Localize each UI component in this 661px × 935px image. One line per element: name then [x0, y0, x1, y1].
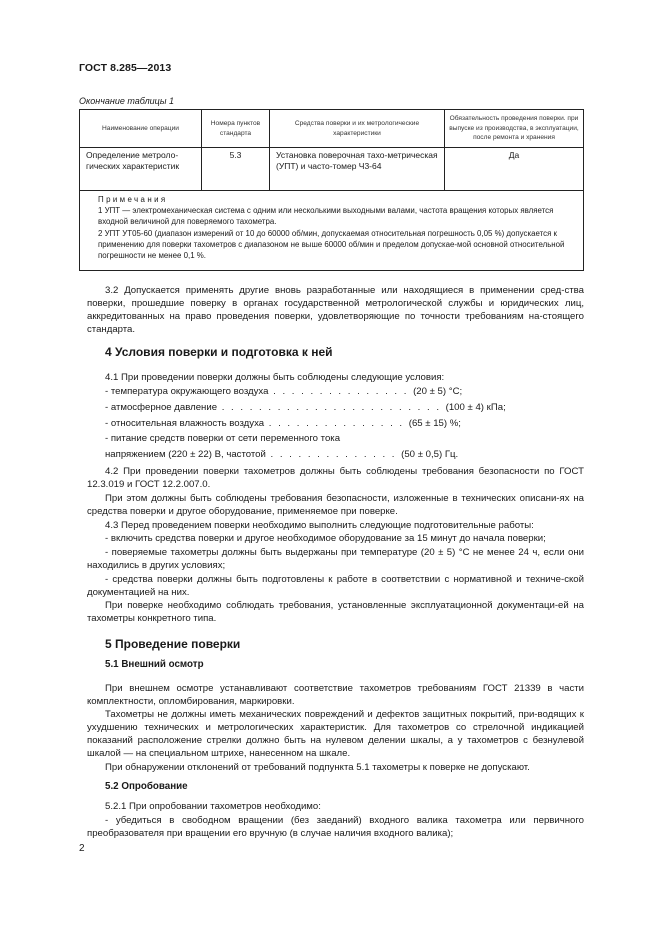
paragraph-3-2: 3.2 Допускается применять другие вновь разработанные или находящиеся в применении сред-ства поверки, прошедшие поверку в органах государственной метрологической службы и юридических лиц, аккредитованных на право проведения поверки, удовлетворяющие по точности требованиям на-стоящего стандарта. [87, 285, 584, 336]
condition-pressure [105, 402, 506, 413]
condition-temperature [105, 386, 462, 397]
paragraph-4-3-d: При поверке необходимо соблюдать требования, установленные эксплуатационной документаци-ей на тахометры конкретного типа. [87, 600, 584, 625]
section-5-title: 5 Проведение поверки [105, 637, 241, 651]
table-notes [80, 191, 584, 271]
paragraph-4-3: 4.3 Перед проведением поверки необходимо выполнить следующие подготовительные работы: [105, 520, 534, 531]
cell-means: Установка поверочная тахо-метрическая (УПТ) и часто-томер Ч3-64 [270, 148, 445, 191]
paragraph-5-1-b: Тахометры не должны иметь механических повреждений и дефектов защитных покрытий, при-водящих к ухудшению технических и метрологических характеристик. Для тахометров со стрелочной индикацией показаний расположение стрелки должно быть на нулевом делении шкалы, а у тахометров с безнулевой шкалой — на специальном штрихе, нанесенном на шкале. [87, 709, 584, 760]
note-1: 1 УПТ — электромеханическая система с одним или несколькими выходными валами, частота вращения которых является входной величиной для поверяемого тахометра. [98, 206, 554, 227]
verification-table [79, 109, 584, 271]
condition-humidity [105, 418, 461, 429]
section-4-title: 4 Условия поверки и подготовка к ней [105, 345, 333, 359]
column-header-means: Средства поверки и их метрологические характеристики [270, 110, 445, 148]
column-header-operation: Наименование операции [80, 110, 202, 148]
dot-leader: . . . . . . . . . . . . . . [265, 449, 402, 460]
table-caption: Окончание таблицы 1 [79, 96, 174, 106]
cell-mandatory: Да [445, 148, 584, 191]
table-row [80, 148, 584, 191]
dot-leader: . . . . . . . . . . . . . . . [264, 418, 409, 429]
subsection-5-1-title: 5.1 Внешний осмотр [105, 659, 204, 670]
table-notes-row [80, 191, 584, 271]
condition-temperature-value: (20 ± 5) °С; [413, 386, 463, 397]
condition-pressure-value: (100 ± 4) кПа; [445, 402, 506, 413]
document-header: ГОСТ 8.285—2013 [79, 62, 172, 74]
paragraph-5-2-1-a: - убедиться в свободном вращении (без заеданий) входного валика тахометра или первичного преобразователя при вращении его вручную (в случае наличия входного валика); [87, 815, 584, 840]
condition-temperature-label: - температура окружающего воздуха [105, 386, 269, 397]
paragraph-4-1: 4.1 При проведении поверки должны быть соблюдены следующие условия: [105, 372, 445, 383]
paragraph-5-1-c: При обнаружении отклонений от требований подпункта 5.1 тахометры к поверке не допускают. [105, 762, 530, 773]
page-number: 2 [79, 843, 85, 854]
subsection-5-2-title: 5.2 Опробование [105, 781, 188, 792]
condition-humidity-value: (65 ± 15) %; [408, 418, 461, 429]
notes-title: Примечания [98, 195, 168, 204]
table-header-row [80, 110, 584, 148]
column-header-mandatory: Обязательность проведения поверки. при выпуске из производства, в эксплуатации, после ремонта и хранения [445, 110, 584, 148]
column-header-clause: Номера пунктов стандарта [202, 110, 270, 148]
paragraph-4-2: 4.2 При проведении поверки тахометров должны быть соблюдены требования безопасности по ГОСТ 12.3.019 и ГОСТ 12.2.007.0. [87, 466, 584, 491]
paragraph-5-2-1: 5.2.1 При опробовании тахометров необходимо: [105, 801, 321, 812]
paragraph-4-3-c: - средства поверки должны быть подготовлены к работе в соответствии с нормативной и техниче-ской документацией на них. [87, 574, 584, 599]
condition-power-voltage [105, 449, 458, 460]
cell-operation: Определение метроло-гических характеристик [80, 148, 202, 191]
condition-power: - питание средств поверки от сети переменного тока [105, 433, 341, 444]
condition-humidity-label: - относительная влажность воздуха [105, 418, 265, 429]
condition-power-value: (50 ± 0,5) Гц. [401, 449, 459, 460]
condition-power-sub: напряжением (220 ± 22) В, частотой [105, 449, 266, 460]
note-2: 2 УПТ УТ05-60 (диапазон измерений от 10 до 60000 об/мин, допускаемая относительная погрешность 0,05 %) допускается к применению для поверки тахометров с диапазоном не выше 60000 об/мин и пределом допускае-мой основной относительной погрешности не менее 0,1 %. [98, 228, 565, 261]
condition-pressure-label: - атмосферное давление [105, 402, 218, 413]
dot-leader: . . . . . . . . . . . . . . . [268, 386, 414, 397]
dot-leader: . . . . . . . . . . . . . . . . . . . . . . . . [217, 402, 446, 413]
paragraph-4-3-b: - поверяемые тахометры должны быть выдержаны при температуре (20 ± 5) °С не менее 24 ч, если они находились в других условиях; [87, 547, 584, 572]
paragraph-4-2-safety: При этом должны быть соблюдены требования безопасности, изложенные в технических описани-ях на средства поверки и другое оборудование, применяемое при поверке. [87, 493, 584, 518]
paragraph-5-1-a: При внешнем осмотре устанавливают соответствие тахометров требованиям ГОСТ 21339 в части комплектности, опломбирования, маркировки. [87, 683, 584, 708]
paragraph-4-3-a: - включить средства поверки и другое необходимое оборудование за 15 минут до начала поверки; [105, 533, 546, 544]
cell-clause: 5.3 [202, 148, 270, 191]
